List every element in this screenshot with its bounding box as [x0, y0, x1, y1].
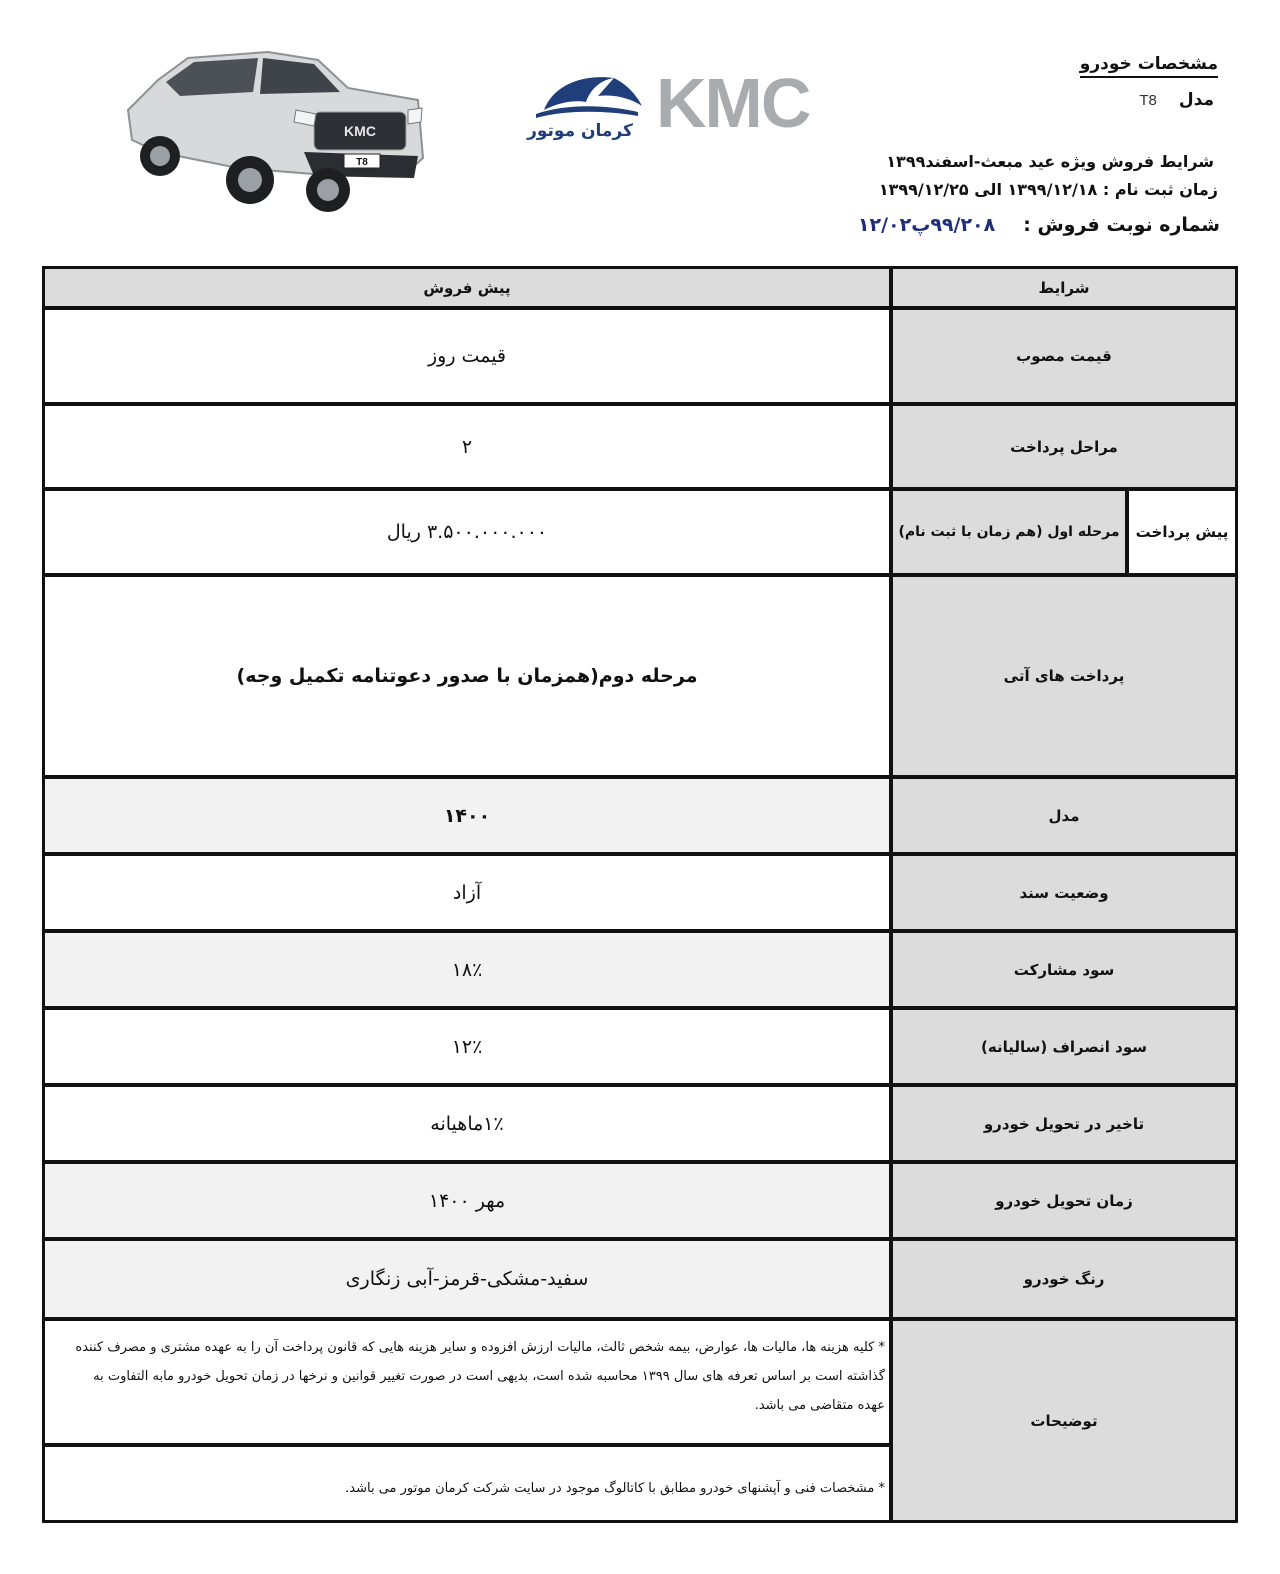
value-future-payments: مرحله دوم(همزمان با صدور دعوتنامه تکمیل وجه) [45, 577, 889, 775]
note-costs-text: * کلیه هزینه ها، مالیات ها، عوارض، بیمه شخص ثالث، مالیات ارزش افزوده و سایر هزینه هایی که قانون پرداخت آن را به عهده مشتری و مصرف کننده گذاشته است بر اساس تعرفه های سال ۱۳۹۹ محاسبه شده است، بدیهی است در صورت تغییر قوانین و نرخها در زمان تحویل خودرو مابه التفاوت به عهده متقاضی می باشد. [75, 1340, 885, 1413]
queue-value: ۹۹/۲۰۸پ۱۲/۰۲ [857, 214, 996, 236]
value-approved-price: قیمت روز [45, 310, 889, 402]
value-prepayment: ۳.۵۰۰.۰۰۰.۰۰۰ ریال [45, 491, 889, 573]
label-notes: توضیحات [893, 1321, 1235, 1520]
kerman-motor-logo [514, 70, 646, 142]
label-document-status: وضعیت سند [893, 856, 1235, 929]
truck-grille-logo: KMC [344, 123, 376, 139]
model-value: T8 [1139, 91, 1157, 109]
sale-terms: شرایط فروش ویژه عید مبعث-اسفند۱۳۹۹ [886, 152, 1214, 171]
queue-label: شماره نوبت فروش : [1023, 214, 1220, 236]
label-payment-stages: مراحل پرداخت [893, 406, 1235, 487]
value-delivery-time: مهر ۱۴۰۰ [45, 1164, 889, 1237]
value-document-status: آزاد [45, 856, 889, 929]
model-row [1139, 90, 1214, 110]
header-conditions: شرایط [893, 269, 1235, 306]
kerman-motor-text: کرمان موتور [527, 121, 633, 141]
model-label: مدل [1178, 90, 1214, 110]
header-presale: پیش فروش [45, 269, 889, 306]
registration-period: زمان ثبت نام : ۱۳۹۹/۱۲/۱۸ الی ۱۳۹۹/۱۲/۲۵ [878, 180, 1218, 199]
label-prepayment-group: پیش پرداخت [1129, 491, 1235, 573]
truck-plate-badge: T8 [356, 157, 368, 168]
value-participation-profit: ۱۸٪ [45, 933, 889, 1006]
note-costs [45, 1321, 889, 1443]
label-participation-profit: سود مشارکت [893, 933, 1235, 1006]
label-approved-price: قیمت مصوب [893, 310, 1235, 402]
note-specs-text: * مشخصات فنی و آپشنهای خودرو مطابق با کاتالوگ موجود در سایت شرکت کرمان موتور می باشد. [345, 1481, 885, 1496]
queue-number [858, 214, 1220, 236]
value-cancellation-profit: ۱۲٪ [45, 1010, 889, 1083]
label-delivery-time: زمان تحویل خودرو [893, 1164, 1235, 1237]
value-car-color: سفید-مشکی-قرمز-آبی زنگاری [45, 1241, 889, 1317]
note-specs [45, 1447, 889, 1520]
conditions-table [42, 266, 1238, 1523]
label-cancellation-profit: سود انصراف (سالیانه) [893, 1010, 1235, 1083]
spec-title: مشخصات خودرو [1080, 54, 1218, 78]
truck-image [118, 40, 430, 222]
label-car-color: رنگ خودرو [893, 1241, 1235, 1317]
value-payment-stages: ۲ [45, 406, 889, 487]
value-delivery-delay: ۱٪ماهیانه [45, 1087, 889, 1160]
kmc-logo: KMC [656, 64, 810, 142]
label-model: مدل [893, 779, 1235, 852]
label-future-payments: پرداخت های آتی [893, 577, 1235, 775]
label-delivery-delay: تاخیر در تحویل خودرو [893, 1087, 1235, 1160]
label-prepayment-first: مرحله اول (هم زمان با ثبت نام) [893, 491, 1125, 573]
value-model: ۱۴۰۰ [45, 779, 889, 852]
